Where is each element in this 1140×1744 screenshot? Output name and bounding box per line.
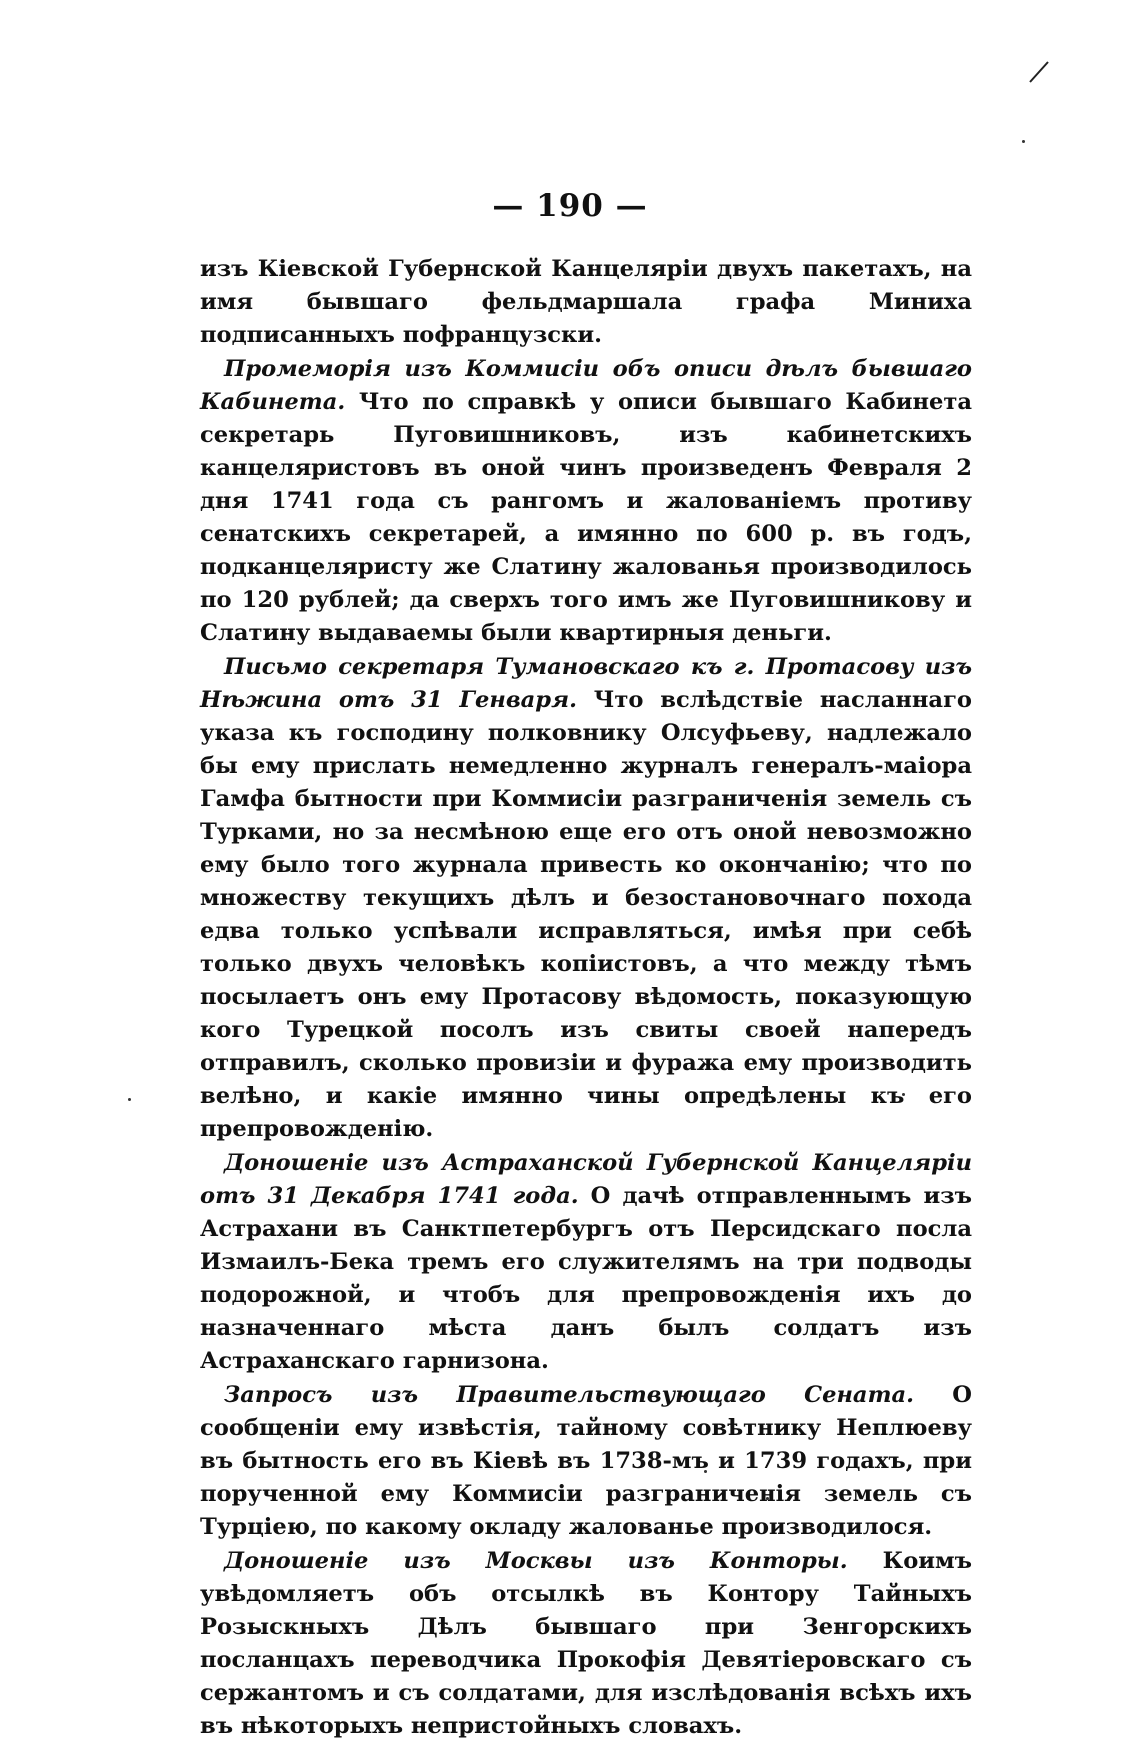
- paragraph: [200, 651, 972, 1146]
- paragraph-body: Что по справкѣ у описи бывшаго Кабинета секретарь Пуговишниковъ, изъ кабинетскихъ канцеляристовъ въ оной чинъ произведенъ Февраля 2 дня 1741 года съ рангомъ и жалованіемъ противу сенатскихъ секретарей, а имянно по 600 р. въ годъ, подканцеляристу же Слатину жалованья производилось по 120 рублей; да сверхъ того имъ же Пуговишникову и Слатину выдаваемы были квартирныя деньги.: [200, 389, 972, 646]
- paragraph-heading: Промеморія изъ Коммисіи объ описи дѣлъ бывшаго Кабинета.: [200, 356, 972, 415]
- speck-mark: [1022, 140, 1025, 143]
- paragraph-body: О дачѣ отправленнымъ изъ Астрахани въ Санктпетербургъ отъ Персидскаго посла Измаилъ-Бека тремъ его служителямъ на три подводы подорожной, и чтобъ для препровожденія ихъ до назначеннаго мѣста данъ былъ солдатъ изъ Астраханскаго гарнизона.: [200, 1183, 972, 1374]
- paragraph: [200, 353, 972, 650]
- paragraph: [200, 253, 972, 352]
- paragraph-heading: Письмо секретаря Тумановскаго къ г. Протасову изъ Нѣжина отъ 31 Генваря.: [200, 654, 972, 713]
- paragraph-heading: Доношеніе изъ Астраханской Губернской Канцеляріи отъ 31 Декабря 1741 года.: [200, 1150, 972, 1209]
- paragraph-body: Коимъ увѣдомляетъ объ отсылкѣ въ Контору Тайныхъ Розыскныхъ Дѣлъ бывшаго при Зенгорскихъ посланцахъ переводчика Прокофія Девятіеровскаго съ сержантомъ и съ солдатами, для изслѣдованія всѣхъ ихъ въ нѣкоторыхъ непристойныхъ словахъ.: [200, 1548, 972, 1739]
- main-text: [200, 253, 972, 1744]
- paragraph-body: Что вслѣдствіе насланнаго указа къ господину полковнику Олсуфьеву, надлежало бы ему прислать немедленно журналъ генералъ-маіора Гамфа бытности при Коммисіи разграниченія земель съ Турками, но за несмѣною еще его отъ оной невозможно ему было того журнала привесть ко окончанію; что по множеству текущихъ дѣлъ и безостановочнаго похода едва только успѣвали исправляться, имѣя при себѣ только двухъ человѣкъ копіистовъ, а что между тѣмъ посылаетъ онъ ему Протасову вѣдомость, показующую кого Турецкой посолъ изъ свиты своей напередъ отправилъ, сколько провизіи и фуража ему производить велѣно, и какіе имянно чины опредѣлены къ его препровожденію.: [200, 687, 972, 1142]
- paragraph: [200, 1147, 972, 1378]
- page-number: — 190 —: [492, 188, 648, 224]
- paragraph: [200, 1545, 972, 1743]
- speck-mark: [128, 1098, 131, 1101]
- pencil-slash-mark: [1028, 60, 1050, 84]
- paragraph-heading: Запросъ изъ Правительствующаго Сената.: [224, 1382, 914, 1408]
- paragraph-body: О сообщеніи ему извѣстія, тайному совѣтнику Неплюеву въ бытность его въ Кіевѣ въ 1738-мъ и 1739 годахъ, при порученной ему Коммисіи разграниченія земель съ Турціею, по какому окладу жалованье производилося.: [200, 1382, 972, 1540]
- paragraph-body: изъ Кіевской Губернской Канцеляріи двухъ пакетахъ, на имя бывшаго фельдмаршала графа Миниха подписанныхъ пофранцузски.: [200, 256, 972, 348]
- paragraph-heading: Доношеніе изъ Москвы изъ Конторы.: [224, 1548, 848, 1574]
- paragraph: [200, 1379, 972, 1544]
